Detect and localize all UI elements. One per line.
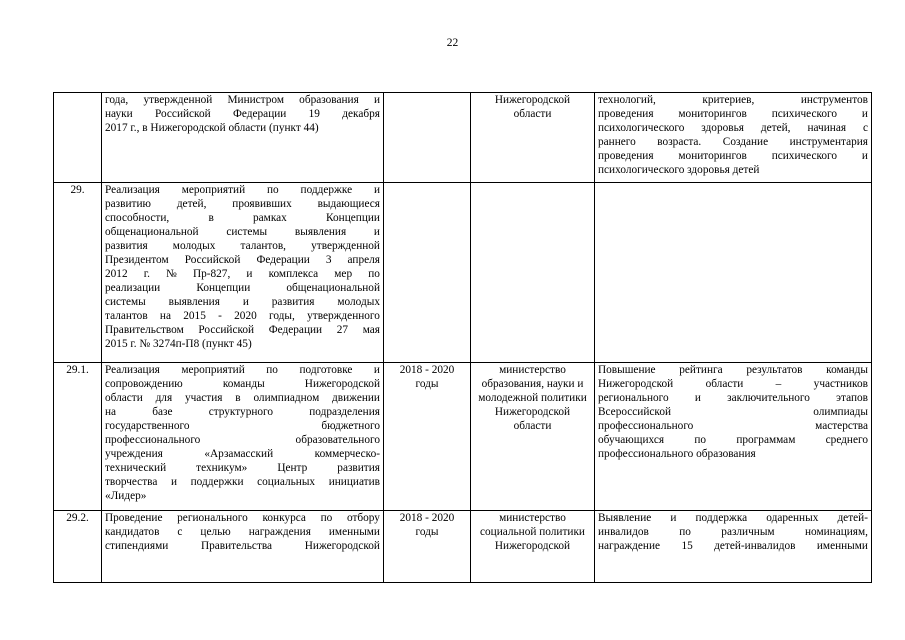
page-number: 22 <box>446 37 459 49</box>
measure-description: Реализация мероприятий по подготовке и сопровождению команды Нижегородской области для участия в олимпиадном движении на базе структурного подразделения государственного бюджетного профессионального образовательного учреждения «Арзамасский коммерческо- технический техникум» Центр развития творчества и поддержки социальных инициатив «Лидер» <box>102 363 384 511</box>
expected-result: Повышение рейтинга результатов команды Нижегородской области – участников регионального и заключительного этапов Всероссийской олимпиады профессионального мастерства обучающихся по программам среднего профессионального образования <box>595 363 872 511</box>
executor-cell: министерство образования, науки и молодежной политики Нижегородской области <box>471 363 595 511</box>
period-cell <box>384 93 471 183</box>
item-number: 29.2. <box>54 511 102 583</box>
period-cell: 2018 - 2020 годы <box>384 363 471 511</box>
item-number: 29.1. <box>54 363 102 511</box>
expected-result: Выявление и поддержка одаренных детей- инвалидов по различным номинациям, награждение 15 детей-инвалидов именными <box>595 511 872 583</box>
table-row <box>54 93 872 183</box>
executor-cell: Нижегородской области <box>471 93 595 183</box>
measure-description: Реализация мероприятий по поддержке и развитию детей, проявивших выдающиеся способности, в рамках Концепции общенациональной системы выявления и развития молодых талантов, утвержденной Президентом Российской Федерации 3 апреля 2012 г. № Пр-827, и комплекса мер по реализации Концепции общенациональной системы выявления и развития молодых талантов на 2015 - 2020 годы, утвержденного Правительством Российской Федерации 27 мая 2015 г. № 3274п-П8 (пункт 45) <box>102 183 384 363</box>
measure-description: года, утвержденной Министром образования и науки Российской Федерации 19 декабря 2017 г., в Нижегородской области (пункт 44) <box>102 93 384 183</box>
measure-description: Проведение регионального конкурса по отбору кандидатов с целью награждения именными стипендиями Правительства Нижегородской <box>102 511 384 583</box>
table-row <box>54 363 872 511</box>
executor-cell: министерство социальной политики Нижегородской <box>471 511 595 583</box>
executor-cell <box>471 183 595 363</box>
table-row <box>54 511 872 583</box>
period-cell <box>384 183 471 363</box>
item-number <box>54 93 102 183</box>
plan-table <box>53 92 872 583</box>
period-cell: 2018 - 2020 годы <box>384 511 471 583</box>
table-row <box>54 183 872 363</box>
item-number: 29. <box>54 183 102 363</box>
expected-result <box>595 183 872 363</box>
expected-result: технологий, критериев, инструментов проведения мониторингов психического и психологического здоровья детей, начиная с раннего возраста. Создание инструментария проведения мониторингов психического и психологического здоровья детей <box>595 93 872 183</box>
